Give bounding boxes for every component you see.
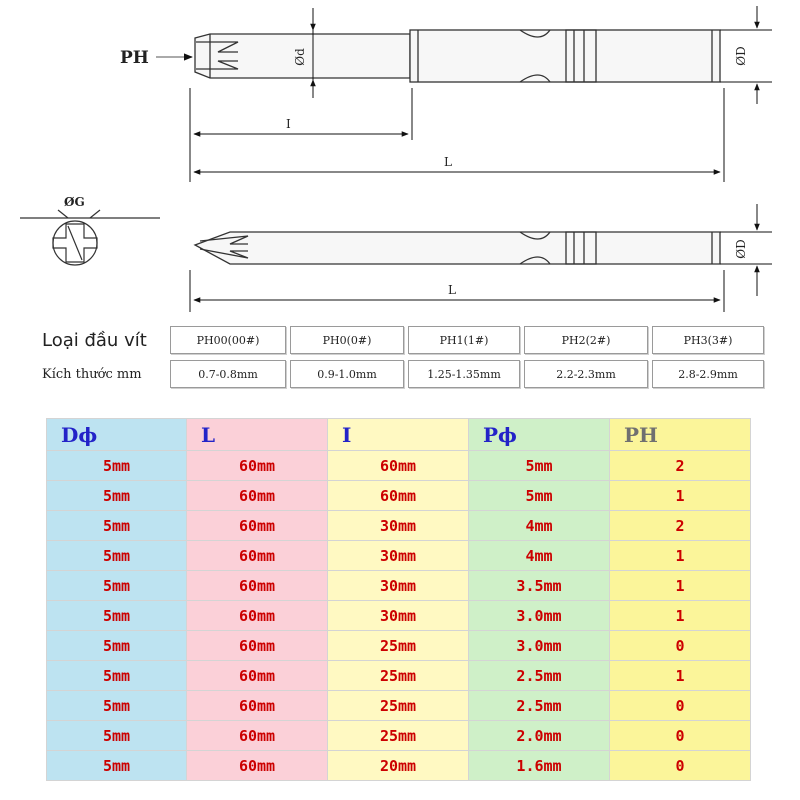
shank-diameter-cell: 5mm	[47, 751, 187, 781]
tip-width-label: ØG	[64, 195, 85, 209]
tip-size-row	[32, 360, 772, 388]
header-ph-size: PH	[610, 419, 751, 451]
length-dimension-bottom	[190, 270, 724, 312]
shaft-length-cell: 25mm	[328, 661, 469, 691]
shank-diameter-cell: 5mm	[47, 481, 187, 511]
bottom-bit	[195, 232, 720, 264]
shank-diameter-cell: 5mm	[47, 571, 187, 601]
shaft-diameter-cell: 5mm	[469, 451, 610, 481]
header-shaft-diameter: Pϕ	[469, 419, 610, 451]
ph-size-cell: 0	[610, 751, 751, 781]
tip-type-cell: PH0(0#)	[290, 326, 404, 354]
shaft-length-cell: 30mm	[328, 571, 469, 601]
table-row	[47, 481, 751, 511]
tip-cross-section	[20, 210, 160, 265]
table-row	[47, 541, 751, 571]
tip-size-cell: 0.9-1.0mm	[290, 360, 404, 388]
shaft-diameter-cell: 1.6mm	[469, 751, 610, 781]
total-length-cell: 60mm	[187, 751, 328, 781]
shank-diameter-cell: 5mm	[47, 511, 187, 541]
header-shank-diameter: Dϕ	[47, 419, 187, 451]
shank-diameter-cell: 5mm	[47, 541, 187, 571]
shank-diameter-cell: 5mm	[47, 721, 187, 751]
ph-size-cell: 2	[610, 451, 751, 481]
total-length-cell: 60mm	[187, 721, 328, 751]
shaft-length-label: I	[286, 117, 291, 131]
shaft-diameter-cell: 2.0mm	[469, 721, 610, 751]
small-diameter-label: Ød	[293, 48, 307, 66]
total-length-cell: 60mm	[187, 661, 328, 691]
shaft-length-cell: 25mm	[328, 631, 469, 661]
table-row	[47, 601, 751, 631]
bit-spec-table	[46, 418, 751, 781]
ph-size-cell: 0	[610, 721, 751, 751]
shaft-diameter-cell: 3.0mm	[469, 601, 610, 631]
large-diameter-label-bottom: ØD	[734, 239, 748, 259]
ph-tip-label: PH	[120, 48, 149, 68]
tip-type-cell: PH3(3#)	[652, 326, 764, 354]
tip-type-cell: PH1(1#)	[408, 326, 520, 354]
total-length-cell: 60mm	[187, 691, 328, 721]
shaft-length-cell: 25mm	[328, 721, 469, 751]
shank-diameter-cell: 5mm	[47, 661, 187, 691]
ph-size-cell: 0	[610, 691, 751, 721]
table-row	[47, 511, 751, 541]
shaft-length-cell: 30mm	[328, 511, 469, 541]
spec-header-row	[47, 419, 751, 451]
large-diameter-label-top: ØD	[734, 46, 748, 66]
table-row	[47, 691, 751, 721]
tip-type-cell: PH00(00#)	[170, 326, 286, 354]
total-length-cell: 60mm	[187, 631, 328, 661]
shaft-length-cell: 60mm	[328, 481, 469, 511]
shaft-length-cell: 20mm	[328, 751, 469, 781]
tip-size-label: Kích thước mm	[42, 360, 170, 388]
header-shaft-length: I	[328, 419, 469, 451]
tip-type-row	[32, 326, 772, 354]
ph-size-cell: 0	[610, 631, 751, 661]
tip-size-cell: 2.8-2.9mm	[652, 360, 764, 388]
tip-size-cell: 2.2-2.3mm	[524, 360, 648, 388]
total-length-cell: 60mm	[187, 511, 328, 541]
bit-drawing	[0, 0, 800, 325]
total-length-cell: 60mm	[187, 481, 328, 511]
table-row	[47, 751, 751, 781]
tip-size-cell: 1.25-1.35mm	[408, 360, 520, 388]
shaft-length-cell: 30mm	[328, 541, 469, 571]
shaft-length-cell: 25mm	[328, 691, 469, 721]
ph-size-cell: 2	[610, 511, 751, 541]
ph-size-cell: 1	[610, 541, 751, 571]
top-bit	[195, 30, 720, 82]
shaft-length-cell: 60mm	[328, 451, 469, 481]
tip-size-cell: 0.7-0.8mm	[170, 360, 286, 388]
shank-diameter-cell: 5mm	[47, 451, 187, 481]
table-row	[47, 451, 751, 481]
shank-diameter-cell: 5mm	[47, 631, 187, 661]
ph-size-cell: 1	[610, 601, 751, 631]
shank-diameter-cell: 5mm	[47, 691, 187, 721]
ph-size-cell: 1	[610, 571, 751, 601]
ph-size-cell: 1	[610, 661, 751, 691]
total-length-cell: 60mm	[187, 451, 328, 481]
shaft-diameter-cell: 4mm	[469, 541, 610, 571]
shaft-diameter-cell: 3.0mm	[469, 631, 610, 661]
table-row	[47, 721, 751, 751]
total-length-label-bottom: L	[448, 283, 456, 297]
shaft-diameter-cell: 2.5mm	[469, 691, 610, 721]
header-total-length: L	[187, 419, 328, 451]
tip-size-table	[32, 326, 772, 390]
shaft-diameter-cell: 3.5mm	[469, 571, 610, 601]
total-length-label-top: L	[444, 155, 452, 169]
ph-size-cell: 1	[610, 481, 751, 511]
shaft-length-cell: 30mm	[328, 601, 469, 631]
shaft-diameter-cell: 2.5mm	[469, 661, 610, 691]
table-row	[47, 631, 751, 661]
total-length-cell: 60mm	[187, 601, 328, 631]
shank-diameter-cell: 5mm	[47, 601, 187, 631]
length-dimensions-top	[190, 88, 724, 182]
table-row	[47, 571, 751, 601]
tip-type-label: Loại đầu vít	[42, 326, 170, 354]
total-length-cell: 60mm	[187, 571, 328, 601]
total-length-cell: 60mm	[187, 541, 328, 571]
table-row	[47, 661, 751, 691]
shaft-diameter-cell: 5mm	[469, 481, 610, 511]
shaft-diameter-cell: 4mm	[469, 511, 610, 541]
tip-type-cell: PH2(2#)	[524, 326, 648, 354]
